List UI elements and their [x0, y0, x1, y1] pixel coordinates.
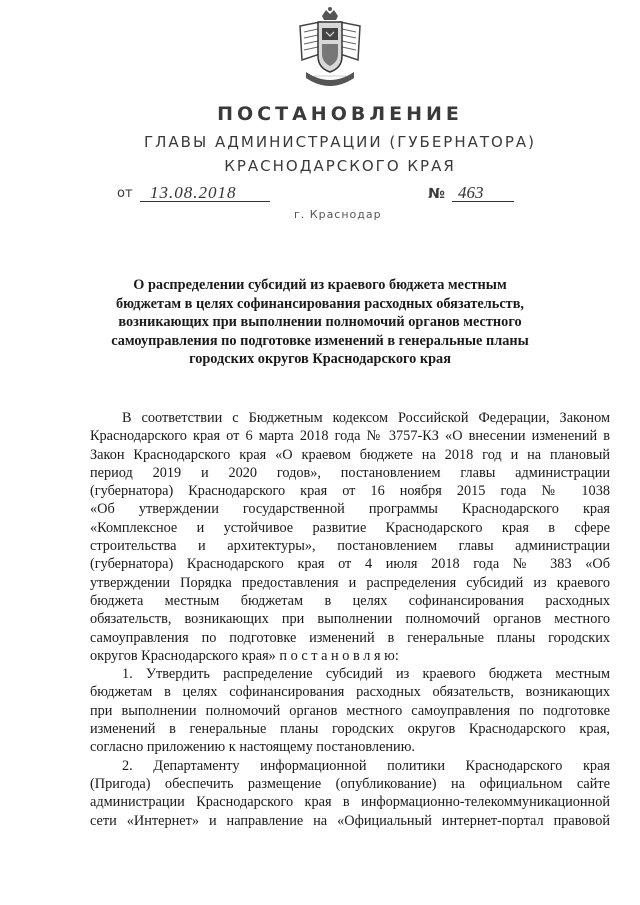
body-line: при выполнении полномочий органов местного самоуправления по подготовке — [90, 702, 610, 719]
issuer-heading: ГЛАВЫ АДМИНИСТРАЦИИ (ГУБЕРНАТОРА) — [143, 133, 537, 151]
body-line: администрации Краснодарского края в информационно-телекоммуникационной — [90, 794, 610, 811]
body-line: период 2019 и 2020 годов», постановлением главы администрации — [90, 464, 610, 481]
number-value: 463 — [458, 183, 484, 202]
body-line: округов Краснодарского края» п о с т а н о в л я ю: — [90, 647, 399, 664]
city-label: г. Краснодар — [294, 208, 382, 221]
body-line: самоуправления по подготовке изменений в генеральные планы городских — [90, 629, 610, 646]
document-type-heading: ПОСТАНОВЛЕНИЕ — [217, 103, 463, 125]
region-heading: КРАСНОДАРСКОГО КРАЯ — [224, 157, 456, 175]
title-line: городских округов Краснодарского края — [189, 351, 451, 367]
body-line: В соответствии с Бюджетным кодексом Российской Федерации, Законом — [122, 410, 610, 426]
body-line: утверждении Порядка предоставления и распределения субсидий из краевого — [90, 574, 610, 591]
body-line: согласно приложению к настоящему постановлению. — [90, 739, 415, 756]
date-underline — [140, 201, 270, 202]
body-line: «Об утверждении государственной программы Краснодарского края — [90, 501, 610, 518]
title-line: О распределении субсидий из краевого бюджета местным — [133, 277, 507, 293]
body-line: (Пригода) обеспечить размещение (опубликование) на официальном сайте — [90, 775, 610, 792]
document-title — [110, 276, 530, 369]
number-label: № — [428, 186, 445, 202]
body-line: «Комплексное и устойчивое развитие Краснодарского края в сфере — [90, 519, 610, 536]
date-value: 13.08.2018 — [150, 183, 237, 202]
body-line: (губернатора) Краснодарского края от 4 июля 2018 года № 383 «Об — [90, 556, 610, 573]
coat-of-arms-emblem — [296, 6, 364, 94]
body-line: (губернатора) Краснодарского края от 16 ноября 2015 года № 1038 — [90, 483, 610, 500]
body-line: Закон Краснодарского края «О краевом бюджете на 2018 год и на плановый — [90, 446, 610, 463]
body-line: изменений в генеральные планы городских округов Краснодарского края, — [90, 721, 610, 738]
date-label: от — [117, 186, 133, 201]
body-line: бюджета местным бюджетам в целях софинансирования расходных — [90, 592, 610, 609]
body-line: обязательств, возникающих при выполнении полномочий органов местного — [90, 611, 610, 628]
body-line: строительства и архитектуры», постановлением главы администрации — [90, 538, 610, 555]
number-underline — [452, 201, 514, 202]
body-line: бюджетам в целях софинансирования расходных обязательств, возникающих — [90, 684, 610, 701]
title-line: возникающих при выполнении полномочий органов местного — [118, 314, 522, 330]
body-line: сети «Интернет» и направление на «Официальный интернет-портал правовой — [90, 812, 610, 829]
body-line: 1. Утвердить распределение субсидий из краевого бюджета местным — [122, 666, 610, 683]
title-line: бюджетам в целях софинансирования расходных обязательств, — [115, 295, 525, 312]
document-body — [90, 409, 610, 830]
body-line: 2. Департаменту информационной политики Краснодарского края — [122, 757, 610, 774]
title-line: самоуправления по подготовке изменений в генеральные планы — [111, 332, 529, 349]
body-line: Краснодарского края от 6 марта 2018 года № 3757-КЗ «О внесении изменений в — [90, 428, 610, 445]
